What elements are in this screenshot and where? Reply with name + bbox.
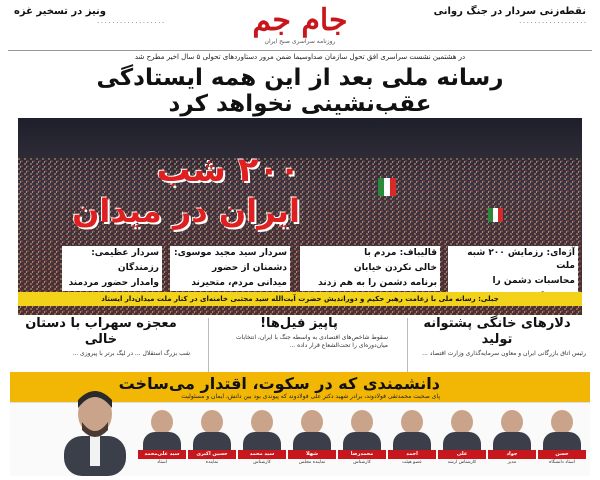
person-photo bbox=[501, 410, 523, 434]
headline-line2[interactable]: عقب‌نشینی نخواهد کرد bbox=[168, 91, 432, 117]
person-photo bbox=[451, 410, 473, 434]
person-body bbox=[443, 432, 481, 450]
banner-subtitle: پای صحبت محمدتقی فولادوند، برادر شهید دکتر علی فولادوند که پیوندی بود بین دانش، ایمان و مسئولیت bbox=[181, 393, 440, 400]
quote-line: دشمنان از حضور bbox=[170, 261, 290, 276]
column-title: معجزه سهراب با دستان خالی bbox=[25, 316, 177, 347]
quote-line: برنامه دشمن را به هم زدند bbox=[300, 276, 440, 291]
person-name: احمد bbox=[388, 450, 436, 459]
person-card[interactable] bbox=[490, 410, 534, 476]
person-photo bbox=[201, 410, 223, 434]
person-role: کارشناس bbox=[253, 460, 271, 465]
kicker: در هشتمین نشست سراسری افق تحول سازمان صداوسیما ضمن مرور دستاوردهای تحولی ۵ سال اخیر مطرح شد bbox=[134, 53, 466, 61]
person-name: محمدرضا bbox=[338, 450, 386, 459]
person-name: حسین اکبری bbox=[188, 450, 236, 459]
person-role: استاد bbox=[157, 460, 167, 465]
person-photo bbox=[251, 410, 273, 434]
masthead bbox=[180, 4, 420, 48]
quote-box-4[interactable] bbox=[62, 246, 162, 291]
quote-line: سردار عظیمی: bbox=[62, 246, 162, 261]
person-card[interactable] bbox=[540, 410, 584, 476]
column-body: رئیس اتاق بازرگانی ایران و معاون سرمایه‌گذاری وزارت اقتصاد ... bbox=[422, 350, 586, 357]
person-body bbox=[293, 432, 331, 450]
person-photo bbox=[351, 410, 373, 434]
person-role: عضو هیئت bbox=[402, 460, 422, 465]
person-body bbox=[343, 432, 381, 450]
banner-title: دانشمندی که در سکوت، اقتدار می‌ساخت bbox=[118, 374, 440, 393]
person-photo bbox=[301, 410, 323, 434]
person-name: شهلا bbox=[288, 450, 336, 459]
person-name: جواد bbox=[488, 450, 536, 459]
person-role: مدیر bbox=[507, 460, 517, 465]
headline-line1[interactable]: رسانه ملی بعد از این همه ایستادگی bbox=[96, 65, 504, 91]
top-left-blurb: · · · · · · · · · · · · · · · · · · bbox=[97, 20, 164, 27]
quote-line: میدانی مردم، متحیرند bbox=[170, 276, 290, 291]
person-card[interactable] bbox=[290, 410, 334, 476]
person-photo bbox=[551, 410, 573, 434]
column-divider bbox=[208, 318, 209, 374]
person-body bbox=[493, 432, 531, 450]
column-body: سقوط شاخص‌های اقتصادی به واسطه جنگ با ایران، انتخابات میان‌دوره‌ای را تحت‌الشعاع قرار داده ... bbox=[236, 334, 388, 349]
person-card[interactable] bbox=[390, 410, 434, 476]
person-name: حسن bbox=[538, 450, 586, 459]
column-middle[interactable] bbox=[210, 316, 388, 378]
person-body bbox=[543, 432, 581, 450]
person-name: سید محمد bbox=[238, 450, 286, 459]
photo-caption-strip[interactable]: جبلی: رسانه ملی با زعامت رهبر حکیم و دوراندیش حضرت آیت‌الله سید مجتبی خامنه‌ای در کنار ملت میدان‌دار ایستاد bbox=[18, 292, 582, 306]
person-role: استاد دانشگاه bbox=[549, 460, 575, 465]
photo-big-number: ۲۰۰ شب bbox=[156, 150, 300, 190]
quote-line: خالی نکردن خیابان bbox=[300, 261, 440, 276]
person-body bbox=[243, 432, 281, 450]
top-left-title[interactable]: ونیز در تسخیر غزه bbox=[14, 6, 107, 17]
person-name: علی bbox=[438, 450, 486, 459]
photo-big-title: ایران در میدان bbox=[72, 192, 300, 230]
person-card[interactable] bbox=[340, 410, 384, 476]
person-card[interactable] bbox=[190, 410, 234, 476]
column-right[interactable] bbox=[408, 316, 586, 378]
person-card[interactable] bbox=[440, 410, 484, 476]
column-divider bbox=[407, 318, 408, 374]
person-photo bbox=[151, 410, 173, 434]
person-card[interactable] bbox=[240, 410, 284, 476]
person-role: نماینده مجلس bbox=[298, 460, 326, 465]
quote-line: محاسبات دشمن را bbox=[448, 274, 578, 289]
portrait-image bbox=[60, 378, 130, 476]
quote-line: رزمندگان bbox=[62, 261, 162, 276]
person-body bbox=[193, 432, 231, 450]
quote-line: وامدار حضور مردمند bbox=[62, 276, 162, 291]
person-role: کارشناس bbox=[353, 460, 371, 465]
person-name: سید علی‌محمد bbox=[138, 450, 186, 459]
person-card[interactable] bbox=[140, 410, 184, 476]
column-title: دلارهای خانگی پشتوانه تولید bbox=[423, 316, 571, 347]
quote-line: آژه‌ای: رزمایش ۲۰۰ شبه ملت bbox=[448, 246, 578, 274]
column-left[interactable] bbox=[12, 316, 190, 378]
column-body: شب بزرگ استقلال ... در لیگ برتر با پیروزی ... bbox=[72, 350, 190, 357]
masthead-strap: روزنامه سراسری صبح ایران bbox=[264, 38, 336, 45]
quote-box-2[interactable] bbox=[300, 246, 440, 291]
person-body bbox=[393, 432, 431, 450]
person-role: کارشناس ارشد bbox=[447, 460, 477, 465]
person-role: نماینده bbox=[205, 460, 219, 465]
quote-line: قالیباف: مردم با bbox=[300, 246, 440, 261]
quote-box-3[interactable] bbox=[170, 246, 290, 291]
masthead-logo: جام جم bbox=[252, 3, 348, 38]
divider bbox=[8, 50, 592, 51]
top-right-title[interactable]: نقطه‌زنی سردار در جنگ روانی bbox=[433, 6, 586, 17]
column-title: پاپیز فیل‌ها! bbox=[260, 316, 338, 331]
quote-line: سردار سید مجید موسوی: bbox=[170, 246, 290, 261]
person-body bbox=[143, 432, 181, 450]
person-photo bbox=[401, 410, 423, 434]
top-right-blurb: · · · · · · · · · · · · · · · · · · bbox=[519, 20, 586, 27]
